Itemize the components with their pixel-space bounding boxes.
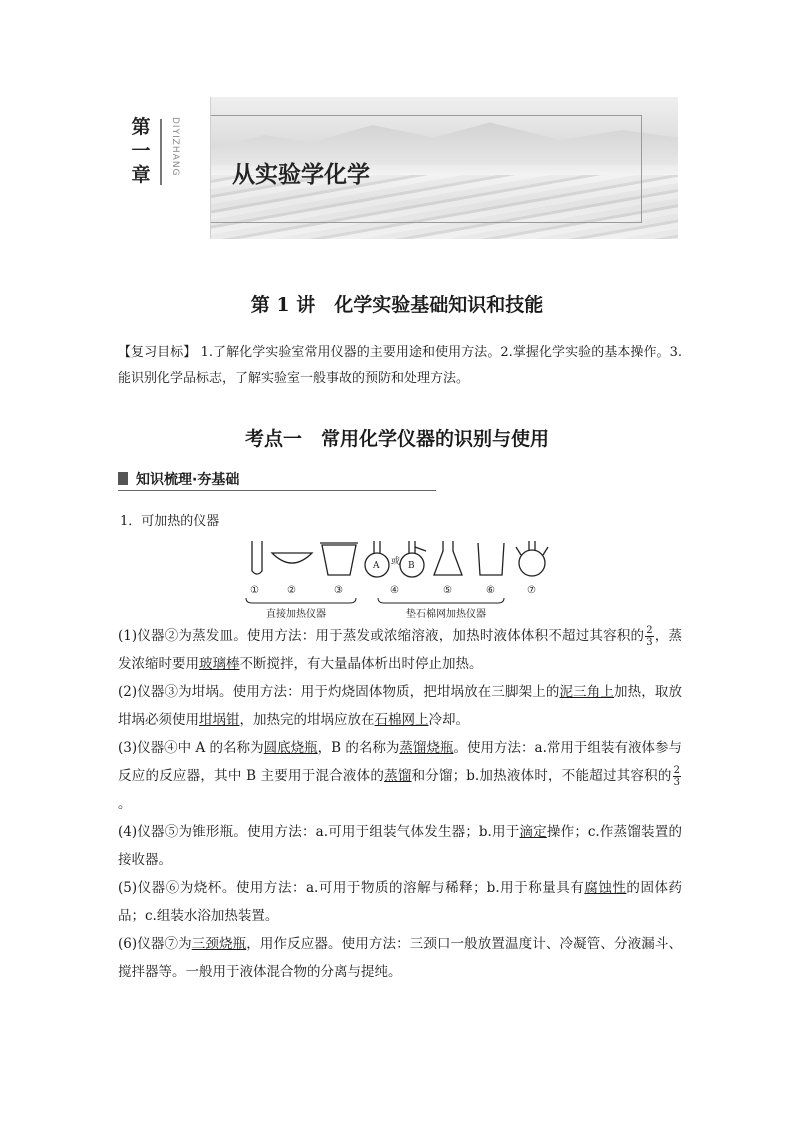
paragraph-5: (5)仪器⑥为烧杯。使用方法：a.可用于物质的溶解与稀释；b.用于称量具有腐蚀性的固体药品；c.组装水浴加热装置。 xyxy=(118,880,683,924)
answer-yuandishaoping: 圆底烧瓶 xyxy=(263,740,318,756)
label-2: ② xyxy=(287,585,296,596)
group2-label: 垫石棉网加热仪器 xyxy=(406,609,486,620)
instrument-figure xyxy=(240,535,560,623)
label-3: ③ xyxy=(334,585,343,596)
section-header xyxy=(118,468,436,491)
group2-brace xyxy=(378,598,504,603)
paragraph-3: (3)仪器④中 A 的名称为圆底烧瓶，B 的名称为蒸馏烧瓶。使用方法：a.常用于组装有液体参与反应的反应器，其中 B 主要用于混合液体的蒸馏和分馏；b.加热液体时，不能超过其容积的 $\frac{2}{3}$ 。 xyxy=(118,740,682,812)
test-tube-icon xyxy=(252,541,262,574)
lesson-title: 第 1 讲 化学实验基础知识和技能 xyxy=(250,294,544,316)
flask-b-label: B xyxy=(408,561,415,571)
answer-fushixing: 腐蚀性 xyxy=(584,880,627,896)
or-label: 或 xyxy=(391,557,401,567)
chapter-divider xyxy=(160,119,162,185)
chapter-number: 第 一 章 xyxy=(131,116,151,186)
label-6: ⑥ xyxy=(486,585,495,596)
fraction-two-thirds: $\frac{2}{3}$ xyxy=(646,625,653,648)
book-icon xyxy=(118,472,128,485)
label-7: ⑦ xyxy=(527,585,536,596)
answer-zhengliu: 蒸馏 xyxy=(384,768,412,784)
kaodian-title: 考点一 常用化学仪器的识别与使用 xyxy=(244,428,549,450)
evaporating-dish-icon xyxy=(272,553,312,563)
paragraph-2: (2)仪器③为坩埚。使用方法：用于灼烧固体物质，把坩埚放在三脚架上的泥三角上加热，取放坩埚必须使用坩埚钳，加热完的坩埚应放在石棉网上冷却。 xyxy=(118,684,683,728)
review-objectives xyxy=(118,340,682,392)
paragraph-4: (4)仪器⑤为锥形瓶。使用方法：a.可用于组装气体发生器；b.用于滴定操作；c.作蒸馏装置的接收器。 xyxy=(118,824,682,868)
three-neck-flask-icon xyxy=(519,550,545,576)
answer-sanjingshaoping: 三颈烧瓶 xyxy=(191,936,247,952)
answer-zhengliushaoping: 蒸馏烧瓶 xyxy=(399,740,454,756)
instrument-drawing xyxy=(240,535,560,623)
label-1: ① xyxy=(250,585,259,596)
label-5: ⑤ xyxy=(443,585,452,596)
paragraph-1: (1)仪器②为蒸发皿。使用方法：用于蒸发或浓缩溶液，加热时液体体积不超过其容积的 $\frac{2}{3}$ ，蒸发浓缩时要用玻璃棒不断搅拌，有大量晶体析出时停止加热。 xyxy=(118,625,683,672)
objectives-text: 1.了解化学实验室常用仪器的主要用途和使用方法。2.掌握化学实验的基本操作。3.能识别化学品标志，了解实验室一般事故的预防和处理方法。 xyxy=(118,345,682,386)
group1-label: 直接加热仪器 xyxy=(266,609,326,620)
objectives-label: 【复习目标】 xyxy=(118,345,197,360)
section-header-text: 知识梳理·夯基础 xyxy=(136,472,240,488)
answer-boliban: 玻璃棒 xyxy=(199,656,240,672)
conical-flask-icon xyxy=(434,541,462,575)
chapter-title: 从实验学化学 xyxy=(232,162,370,188)
body-text xyxy=(118,622,682,986)
group1-brace xyxy=(246,598,356,603)
answer-shimianwang: 石棉网上 xyxy=(374,712,429,728)
answer-ganguoqian: 坩埚钳 xyxy=(199,712,240,728)
chapter-pinyin: DIYIZHANG xyxy=(170,117,180,177)
chapter-tag xyxy=(118,97,211,239)
beaker-icon xyxy=(478,543,504,575)
answer-diding: 滴定 xyxy=(519,824,547,840)
label-4: ④ xyxy=(390,585,399,596)
paragraph-6: (6)仪器⑦为三颈烧瓶，用作反应器。使用方法：三颈口一般放置温度计、冷凝管、分液漏斗、搅拌器等。一般用于液体混合物的分离与提纯。 xyxy=(118,936,683,980)
flask-a-label: A xyxy=(373,561,380,571)
subsection-title: 1．可加热的仪器 xyxy=(120,514,220,529)
answer-nisanjiao: 泥三角上 xyxy=(559,684,615,700)
crucible-icon xyxy=(320,543,358,575)
fraction-two-thirds-2: $\frac{2}{3}$ xyxy=(673,765,680,788)
